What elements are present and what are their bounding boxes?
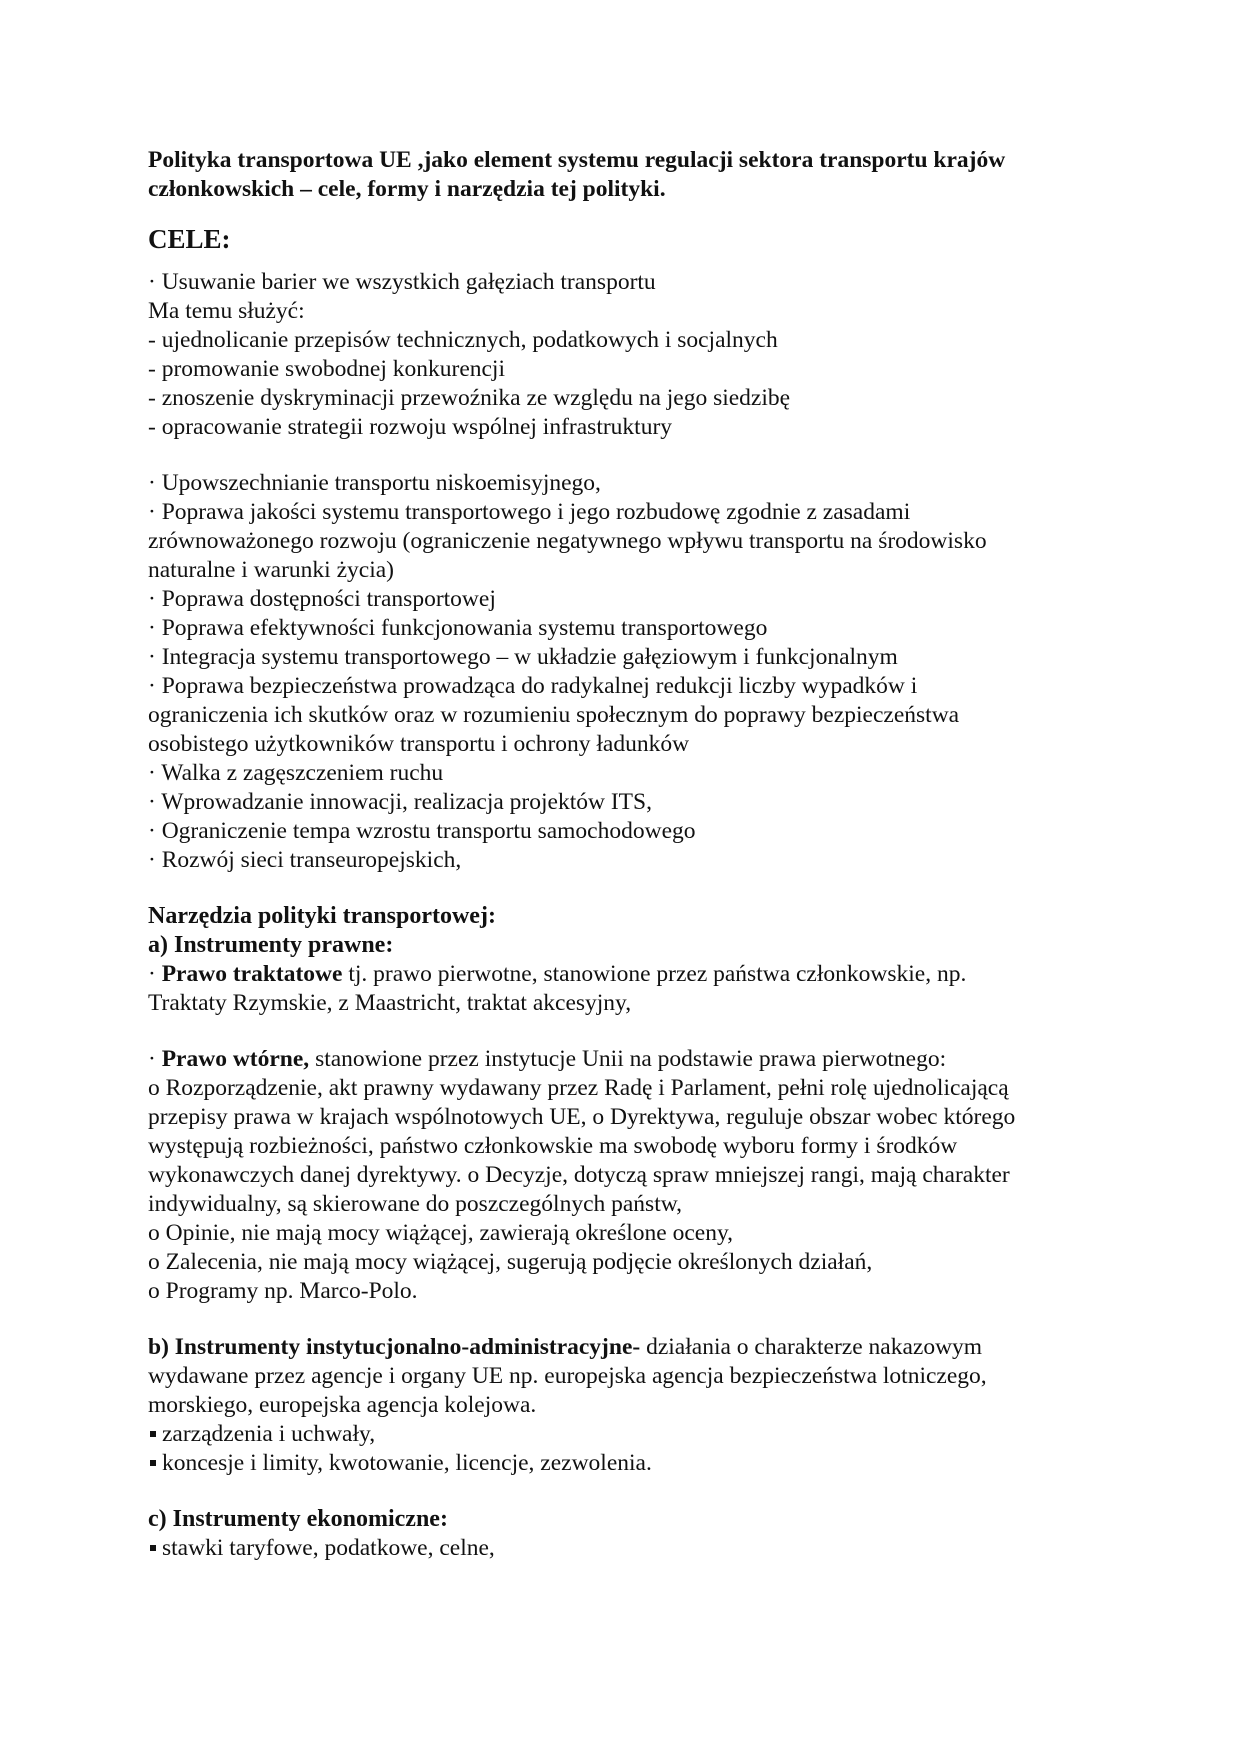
cele-line: · Poprawa dostępności transportowej xyxy=(148,586,496,612)
cele-line: · Usuwanie barier we wszystkich gałęziach transportu xyxy=(148,269,656,295)
cele-line: ograniczenia ich skutków oraz w rozumieniu społecznym do poprawy bezpieczeństwa xyxy=(148,702,960,728)
subsection-heading-b: b) Instrumenty instytucjonalno-administracyjne- xyxy=(148,1334,641,1360)
cele-line: - znoszenie dyskryminacji przewoźnika ze względu na jego siedzibę xyxy=(148,385,791,411)
list-item xyxy=(148,1420,1088,1449)
bullet-dot: · xyxy=(148,1046,162,1072)
subsection-b-detail: wydawane przez agencje i organy UE np. europejska agencja bezpieczeństwa lotniczego, xyxy=(148,1363,987,1389)
spacer xyxy=(148,442,1088,469)
cele-group-1 xyxy=(148,268,1088,442)
subsection-b-text: działania o charakterze nakazowym xyxy=(640,1334,983,1360)
list-item xyxy=(148,1534,1088,1563)
cele-line: - promowanie swobodnej konkurencji xyxy=(148,356,505,382)
document-title-line-2: członkowskich – cele, formy i narzędzia tej polityki. xyxy=(148,176,666,202)
subsection-heading-c: c) Instrumenty ekonomiczne: xyxy=(148,1506,448,1532)
subsection-heading-a: a) Instrumenty prawne: xyxy=(148,932,394,958)
subsection-b-detail: morskiego, europejska agencja kolejowa. xyxy=(148,1392,537,1418)
prawo-wtorne-term: Prawo wtórne, xyxy=(161,1046,310,1072)
prawo-wtorne-detail: o Rozporządzenie, akt prawny wydawany przez Radę i Parlament, pełni rolę ujednolicającą xyxy=(148,1075,1009,1101)
cele-group-2 xyxy=(148,469,1088,875)
cele-line: · Ograniczenie tempa wzrostu transportu samochodowego xyxy=(148,818,696,844)
cele-line: · Poprawa bezpieczeństwa prowadząca do radykalnej redukcji liczby wypadków i xyxy=(148,673,918,699)
square-bullet-icon xyxy=(150,1545,156,1551)
prawo-wtorne-detail: występują rozbieżności, państwo członkowskie ma swobodę wyboru formy i środków xyxy=(148,1133,958,1159)
cele-line: naturalne i warunki życia) xyxy=(148,557,394,583)
list-item-text: koncesje i limity, kwotowanie, licencje, zezwolenia. xyxy=(162,1450,652,1476)
spacer xyxy=(148,875,1088,902)
cele-line: · Integracja systemu transportowego – w układzie gałęziowym i funkcjonalnym xyxy=(148,644,898,670)
section-heading-cele: CELE: xyxy=(148,224,231,254)
document-page xyxy=(148,146,1088,1563)
cele-line: · Upowszechnianie transportu niskoemisyjnego, xyxy=(148,470,601,496)
spacer xyxy=(148,1478,1088,1505)
prawo-wtorne-detail: o Opinie, nie mają mocy wiążącej, zawierają określone oceny, xyxy=(148,1220,734,1246)
document-title-line-1: Polityka transportowa UE ,jako element systemu regulacji sektora transportu krajów xyxy=(148,147,1006,173)
subsection-b-line xyxy=(148,1333,1088,1362)
prawo-wtorne-detail: o Zalecenia, nie mają mocy wiążącej, sugerują podjęcie określonych działań, xyxy=(148,1249,873,1275)
prawo-traktatowe-term: Prawo traktatowe xyxy=(161,961,343,987)
prawo-traktatowe-text: tj. prawo pierwotne, stanowione przez państwa członkowskie, np. xyxy=(342,961,967,987)
spacer xyxy=(148,1018,1088,1045)
list-item-text: zarządzenia i uchwały, xyxy=(162,1421,376,1447)
prawo-wtorne-text: stanowione przez instytucje Unii na podstawie prawa pierwotnego: xyxy=(309,1046,947,1072)
spacer xyxy=(148,1306,1088,1333)
prawo-wtorne-line xyxy=(148,1045,1088,1074)
cele-line: · Wprowadzanie innowacji, realizacja projektów ITS, xyxy=(148,789,652,815)
prawo-wtorne-detail: przepisy prawa w krajach wspólnotowych UE, o Dyrektywa, reguluje obszar wobec którego xyxy=(148,1104,1016,1130)
prawo-wtorne-detail: wykonawczych danej dyrektywy. o Decyzje, dotyczą spraw mniejszej rangi, mają charakter xyxy=(148,1162,1010,1188)
cele-line: · Poprawa efektywności funkcjonowania systemu transportowego xyxy=(148,615,768,641)
list-item-text: stawki taryfowe, podatkowe, celne, xyxy=(162,1535,495,1561)
prawo-wtorne-detail: indywidualny, są skierowane do poszczególnych państw, xyxy=(148,1191,683,1217)
cele-line: - opracowanie strategii rozwoju wspólnej infrastruktury xyxy=(148,414,673,440)
square-bullet-icon xyxy=(150,1431,156,1437)
prawo-traktatowe-line xyxy=(148,960,1088,989)
cele-line: Ma temu służyć: xyxy=(148,298,305,324)
cele-line: · Poprawa jakości systemu transportowego i jego rozbudowę zgodnie z zasadami xyxy=(148,499,911,525)
section-heading-narzedzia: Narzędzia polityki transportowej: xyxy=(148,903,496,929)
list-item xyxy=(148,1449,1088,1478)
cele-line: · Rozwój sieci transeuropejskich, xyxy=(148,847,462,873)
cele-line: - ujednolicanie przepisów technicznych, podatkowych i socjalnych xyxy=(148,327,778,353)
prawo-wtorne-detail: o Programy np. Marco-Polo. xyxy=(148,1278,418,1304)
cele-line: zrównoważonego rozwoju (ograniczenie negatywnego wpływu transportu na środowisko xyxy=(148,528,987,554)
prawo-traktatowe-line-2: Traktaty Rzymskie, z Maastricht, traktat akcesyjny, xyxy=(148,990,632,1016)
cele-line: osobistego użytkowników transportu i ochrony ładunków xyxy=(148,731,690,757)
square-bullet-icon xyxy=(150,1460,156,1466)
cele-line: · Walka z zagęszczeniem ruchu xyxy=(148,760,444,786)
bullet-dot: · xyxy=(148,961,162,987)
